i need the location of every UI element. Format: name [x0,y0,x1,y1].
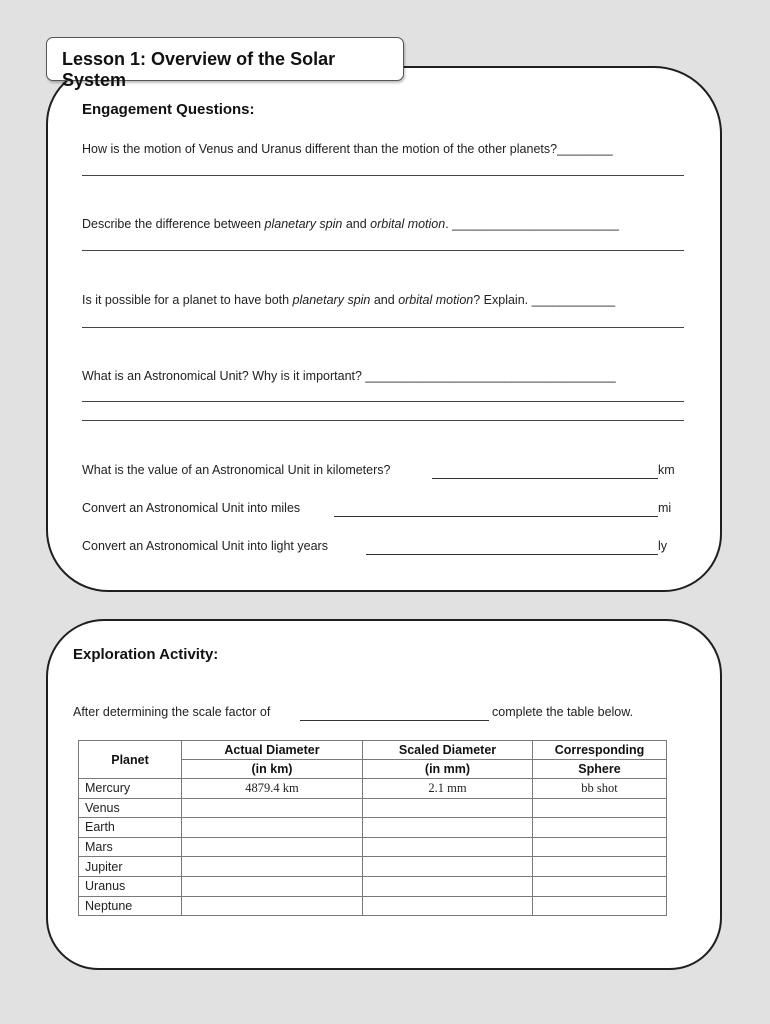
q3-text: Is it possible for a planet to have both [82,293,293,307]
table-row [79,837,667,857]
table-row [79,779,667,799]
q2-text: Describe the difference between [82,217,265,231]
header-scaled-unit: (in mm) [363,760,533,779]
header-planet: Planet [79,741,182,779]
sphere-cell[interactable] [533,896,667,916]
q2-blank[interactable]: . ________________________ [445,217,620,231]
exploration-instruction-suffix: complete the table below. [492,705,634,719]
actual-diameter-cell[interactable] [182,857,363,877]
actual-diameter-cell[interactable] [182,896,363,916]
answer-line[interactable] [82,420,684,421]
scaled-diameter-cell[interactable] [363,798,533,818]
exploration-heading: Exploration Activity: [73,646,219,663]
q2-term-orbit: orbital motion [370,217,446,231]
q2-text-and: and [342,217,371,231]
question-au-km: What is the value of an Astronomical Unit in kilometers? [82,463,391,477]
scaled-diameter-cell[interactable] [363,896,533,916]
table-row [79,798,667,818]
scaled-diameter-cell[interactable] [363,818,533,838]
lesson-title: Lesson 1: Overview of the Solar System [62,49,336,90]
scaled-diameter-cell[interactable] [363,837,533,857]
planet-name: Mercury [79,779,182,799]
actual-diameter-cell[interactable]: 4879.4 km [182,779,363,799]
header-sphere-l2: Sphere [533,760,667,779]
header-actual-unit: (in km) [182,760,363,779]
sphere-cell[interactable] [533,876,667,896]
lesson-title-box [46,37,404,90]
question-spin-and-orbit [82,293,615,307]
question-venus-uranus-motion: How is the motion of Venus and Uranus different than the motion of the other planets?________ [82,142,613,156]
header-corresponding-sphere: Corresponding [533,741,667,760]
scaled-diameter-cell[interactable]: 2.1 mm [363,779,533,799]
planet-name: Neptune [79,896,182,916]
actual-diameter-cell[interactable] [182,837,363,857]
engagement-heading: Engagement Questions: [82,101,255,118]
planet-scale-table [78,740,667,916]
q3-blank[interactable]: ? Explain. ____________ [473,293,616,307]
answer-line[interactable] [82,250,684,251]
actual-diameter-cell[interactable] [182,798,363,818]
table-row [79,876,667,896]
planet-name: Venus [79,798,182,818]
answer-line[interactable] [82,401,684,402]
q3-term-orbit: orbital motion [398,293,474,307]
exploration-instruction-prefix: After determining the scale factor of [73,705,271,719]
answer-line[interactable] [82,327,684,328]
q2-term-spin: planetary spin [264,217,343,231]
header-scaled-diameter: Scaled Diameter [363,741,533,760]
actual-diameter-cell[interactable] [182,876,363,896]
unit-mi: mi [658,501,672,515]
table-row [79,857,667,877]
sphere-cell[interactable] [533,818,667,838]
planet-name: Jupiter [79,857,182,877]
answer-ly-blank[interactable] [366,554,658,555]
actual-diameter-cell[interactable] [182,818,363,838]
sphere-cell[interactable]: bb shot [533,779,667,799]
question-spin-vs-orbit [82,217,619,231]
sphere-cell[interactable] [533,837,667,857]
planet-name: Uranus [79,876,182,896]
planet-name: Mars [79,837,182,857]
unit-km: km [658,463,675,477]
table-row [79,896,667,916]
scaled-diameter-cell[interactable] [363,857,533,877]
scaled-diameter-cell[interactable] [363,876,533,896]
answer-mi-blank[interactable] [334,516,658,517]
q3-text-and: and [370,293,399,307]
question-astronomical-unit: What is an Astronomical Unit? Why is it important? ____________________________________ [82,369,616,383]
sphere-cell[interactable] [533,857,667,877]
header-actual-diameter: Actual Diameter [182,741,363,760]
answer-line[interactable] [82,175,684,176]
scale-factor-blank[interactable] [300,720,489,721]
q3-term-spin: planetary spin [292,293,371,307]
planet-name: Earth [79,818,182,838]
question-au-miles: Convert an Astronomical Unit into miles [82,501,301,515]
unit-ly: ly [658,539,668,553]
sphere-cell[interactable] [533,798,667,818]
question-au-light-years: Convert an Astronomical Unit into light years [82,539,328,553]
answer-km-blank[interactable] [432,478,658,479]
table-row [79,818,667,838]
